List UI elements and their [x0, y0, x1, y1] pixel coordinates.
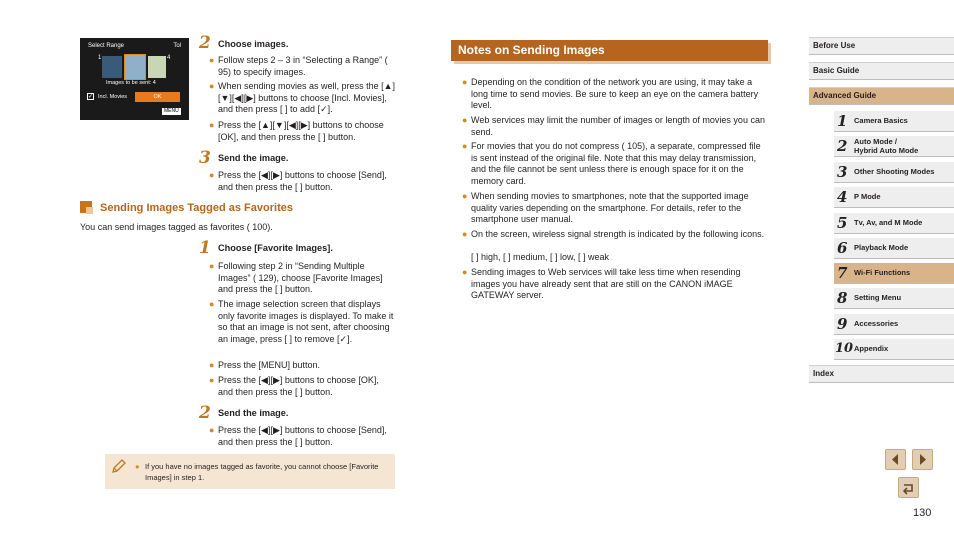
bullet: ● Press the [◀][▶] buttons to choose [Send], and then press the [ ] button.: [209, 170, 387, 192]
bullet: ● Press the [◀][▶] buttons to choose [Send], and then press the [ ] button.: [209, 425, 387, 447]
section-icon-inner: [86, 207, 93, 214]
pencil-icon: [110, 457, 128, 475]
step-number: 2: [199, 33, 211, 53]
screen-thumbnails: [102, 54, 166, 80]
nav-chapter-1[interactable]: [834, 111, 954, 132]
nav-chapter-6[interactable]: [834, 238, 954, 259]
bullet: ● Press the [◀][▶] buttons to choose [OK], and then press the [ ] button.: [209, 375, 379, 397]
step-title: Choose [Favorite Images].: [218, 243, 333, 253]
chapter-number: 9: [837, 315, 848, 333]
arrow-left-icon: [886, 450, 905, 469]
nav-chapter-3[interactable]: [834, 162, 954, 183]
nav-before-use[interactable]: Before Use: [809, 37, 954, 55]
chapter-number: 1: [837, 112, 848, 130]
nav-chapter-8[interactable]: [834, 288, 954, 309]
screen-icon: Tol: [173, 43, 181, 49]
chapter-number: 7: [837, 264, 848, 282]
chapter-number: 10: [835, 341, 854, 356]
step-title: Choose images.: [218, 39, 289, 49]
chapter-label: Wi-Fi Functions: [854, 268, 911, 278]
nav-advanced-guide[interactable]: Advanced Guide: [809, 87, 954, 105]
screen-checkbox: ✓: [88, 94, 94, 100]
nav-chapter-7[interactable]: [834, 263, 954, 284]
bullet: ● Web services may limit the number of images or length of movies you can send.: [462, 115, 765, 137]
chapter-label: P Mode: [854, 192, 881, 202]
step-title: Send the image.: [218, 408, 289, 418]
camera-screen-image: [80, 38, 189, 120]
return-button[interactable]: [898, 477, 919, 498]
bullet: ● For movies that you do not compress ( 105), a separate, compressed file is sent instead of the original file. Note that this may delay transmission, and the file cannot be sent unless there is enough space for it on the memory card.: [462, 141, 761, 186]
bullet: ● When sending movies to smartphones, note that the supported image quality varies depending on the smartphone. For details, refer to the smartphone user manual.: [462, 191, 749, 224]
chapter-label: Playback Mode: [854, 243, 909, 253]
nav-index[interactable]: Index: [809, 365, 954, 383]
chapter-number: 2: [837, 137, 848, 155]
chapter-label: Accessories: [854, 319, 899, 329]
bullet: ● On the screen, wireless signal strength is indicated by the following icons.: [462, 229, 765, 239]
nav-chapter-10[interactable]: [834, 339, 954, 360]
bullet: ● Press the [MENU] button.: [209, 360, 321, 370]
chapter-label: Appendix: [854, 344, 889, 354]
bullet: ● Sending images to Web services will take less time when resending images you have already sent that are still on the CANON iMAGE GATEWAY server.: [462, 267, 741, 300]
screen-ok-button: OK: [135, 92, 180, 102]
bullet: ● Following step 2 in “Sending Multiple Images” ( 129), choose [Favorite Images] and press the [ ] button.: [209, 261, 383, 294]
chapter-label: Setting Menu: [854, 293, 902, 303]
step-title: Send the image.: [218, 153, 289, 163]
nav-chapter-9[interactable]: [834, 314, 954, 335]
arrow-right-icon: [913, 450, 932, 469]
step-number: 1: [199, 238, 211, 258]
screen-checkbox-label: Incl. Movies: [98, 94, 128, 100]
prev-page-button[interactable]: [885, 449, 906, 470]
screen-menu-button: MENU: [164, 108, 179, 114]
signal-icons-line: [ ] high, [ ] medium, [ ] low, [ ] weak: [471, 252, 610, 262]
bullet: ● Depending on the condition of the network you are using, it may take a long time to send movies. Be sure to keep an eye on the camera battery level.: [462, 77, 759, 110]
screen-num-left: 1: [98, 55, 102, 61]
chapter-number: 4: [837, 188, 848, 206]
bullet: ● When sending movies as well, press the [▲][▼][◀][▶] buttons to choose [Incl. Movies], and then press [ ] to add [✓].: [209, 81, 395, 114]
note-text: ● If you have no images tagged as favorite, you cannot choose [Favorite Images] in step 1.: [135, 462, 379, 482]
chapter-number: 6: [837, 239, 848, 257]
chapter-label: Auto Mode / Hybrid Auto Mode: [854, 137, 919, 155]
step-number: 2: [199, 403, 211, 423]
nav-chapter-2[interactable]: [834, 136, 954, 157]
section-intro: You can send images tagged as favorites ( 100).: [80, 222, 273, 232]
bullet: ● The image selection screen that displays only favorite images is displayed. To make it so that an image is not sent, after choosing an image, press [ ] to remove [✓].: [209, 299, 394, 344]
chapter-label: Camera Basics: [854, 116, 908, 126]
nav-basic-guide[interactable]: Basic Guide: [809, 62, 954, 80]
notes-header: Notes on Sending Images: [451, 40, 768, 61]
nav-chapter-4[interactable]: [834, 187, 954, 208]
chapter-number: 3: [837, 163, 848, 181]
page-number: 130: [913, 507, 932, 519]
return-icon: [899, 478, 918, 497]
screen-count-label: Images to be sent: 4: [106, 80, 156, 86]
bullet: ● Follow steps 2 – 3 in “Selecting a Range” ( 95) to specify images.: [209, 55, 388, 77]
next-page-button[interactable]: [912, 449, 933, 470]
nav-chapter-5[interactable]: [834, 213, 954, 234]
screen-title: Select Range: [88, 43, 125, 49]
chapter-label: Other Shooting Modes: [854, 167, 935, 177]
chapter-number: 5: [837, 214, 848, 232]
screen-num-right: 4: [167, 55, 171, 61]
section-title: Sending Images Tagged as Favorites: [100, 202, 293, 214]
step-number: 3: [199, 148, 211, 168]
chapter-number: 8: [837, 289, 848, 307]
bullet: ● Press the [▲][▼][◀][▶] buttons to choose [OK], and then press the [ ] button.: [209, 120, 384, 142]
chapter-label: Tv, Av, and M Mode: [854, 218, 923, 228]
